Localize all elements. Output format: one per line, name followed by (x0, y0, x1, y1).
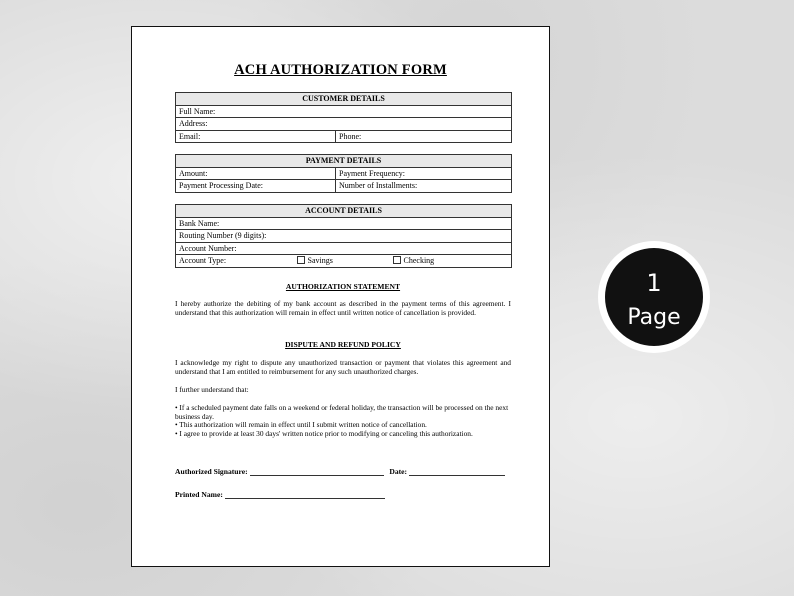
policy-bullet: • If a scheduled payment date falls on a weekend or federal holiday, the transaction will be processed on the next business day. (175, 403, 509, 421)
form-page (131, 26, 550, 567)
dispute-policy-title: DISPUTE AND REFUND POLICY (285, 340, 401, 349)
bank-name-field: Bank Name: (176, 217, 512, 230)
amount-field: Amount: (176, 167, 336, 180)
processing-date-field: Payment Processing Date: (176, 180, 336, 193)
date-label: Date: (389, 467, 408, 476)
dispute-policy-text: I acknowledge my right to dispute any unauthorized transaction or payment that violates this agreement and understand that I am entitled to reimbursement for any such unauthorized charges. (175, 358, 511, 376)
customer-details-header: CUSTOMER DETAILS (176, 93, 512, 106)
address-field: Address: (176, 118, 512, 131)
date-line (409, 467, 505, 476)
policy-bullets (175, 404, 511, 438)
printed-name-row (175, 490, 385, 499)
page-count-badge (598, 241, 710, 353)
email-field: Email: (176, 130, 336, 143)
policy-bullet: • This authorization will remain in effect until I submit written notice of cancellation. (175, 420, 427, 430)
account-details-header: ACCOUNT DETAILS (176, 205, 512, 218)
printed-name-line (225, 490, 385, 499)
authorization-statement-title: AUTHORIZATION STATEMENT (285, 282, 401, 291)
form-title: ACH AUTHORIZATION FORM (234, 62, 447, 78)
checking-label: Checking (403, 256, 435, 266)
customer-details-table (175, 92, 512, 143)
payment-details-header: PAYMENT DETAILS (176, 155, 512, 168)
payment-details-table (175, 154, 512, 193)
account-type-label: Account Type: (176, 255, 294, 268)
routing-number-field: Routing Number (9 digits): (176, 230, 512, 243)
checking-option (390, 255, 512, 268)
account-details-table (175, 204, 512, 268)
savings-checkbox (297, 256, 305, 264)
authorization-statement-text: I hereby authorize the debiting of my bank account as described in the payment terms of this agreement. I understand that this authorization will remain in effect until written notice of cancellation is provided. (175, 299, 511, 317)
signature-label: Authorized Signature: (175, 467, 248, 476)
savings-option (294, 255, 390, 268)
policy-bullet: • I agree to provide at least 30 days' written notice prior to modifying or canceling this authorization. (175, 428, 473, 438)
payment-frequency-field: Payment Frequency: (336, 167, 512, 180)
signature-line (250, 467, 384, 476)
printed-name-label: Printed Name: (175, 490, 223, 499)
page-count-word: Page (627, 305, 681, 330)
page-count-badge-inner (605, 248, 703, 346)
checking-checkbox (393, 256, 401, 264)
signature-row (175, 467, 505, 476)
phone-field: Phone: (336, 130, 512, 143)
installments-field: Number of Installments: (336, 180, 512, 193)
further-understand-text: I further understand that: (175, 385, 249, 394)
full-name-field: Full Name: (176, 105, 512, 118)
savings-label: Savings (307, 256, 333, 266)
page-count-number: 1 (646, 269, 662, 297)
account-number-field: Account Number: (176, 242, 512, 255)
